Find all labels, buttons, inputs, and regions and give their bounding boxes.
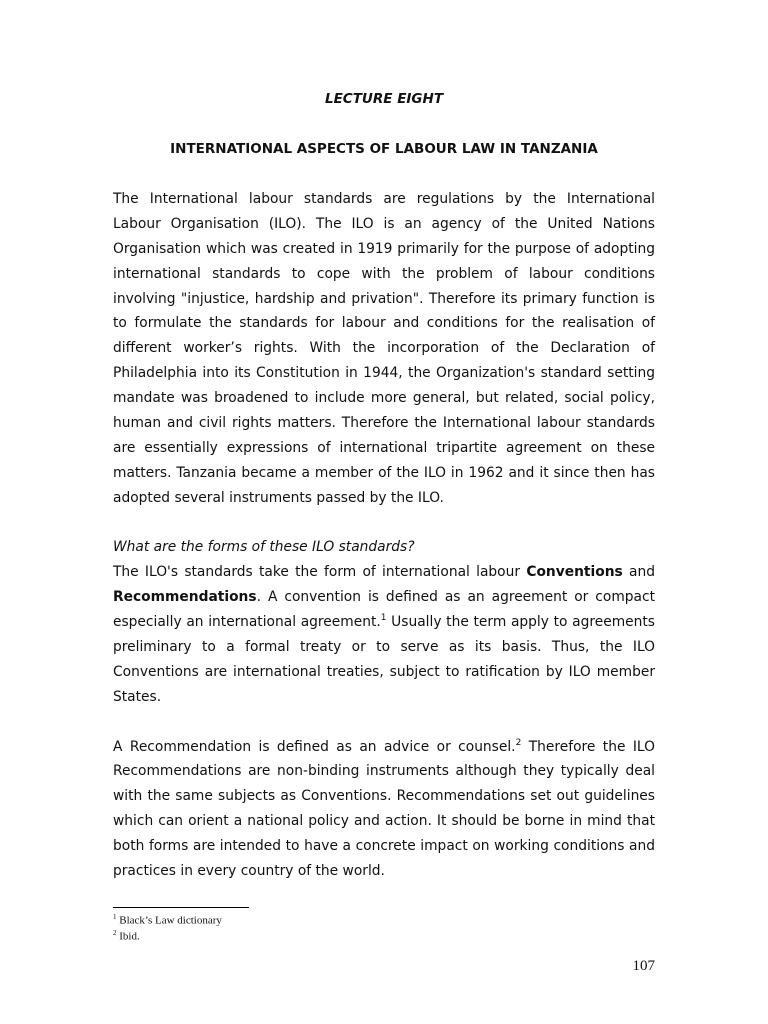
text-segment: human and civil rights matters. Therefore the International labour standards (113, 415, 655, 432)
text-segment: are essentially expressions of international tripartite agreement on these (113, 439, 655, 456)
text-line (113, 610, 655, 635)
text-segment: Philadelphia into its Constitution in 1944, the Organization's standard setting (113, 365, 655, 382)
text-line (113, 585, 655, 610)
footnote-number: 1 (113, 913, 117, 921)
text-segment: Recommendations are non-binding instruments although they typically deal (113, 763, 655, 780)
text-line (113, 635, 655, 660)
text-segment: practices in every country of the world. (113, 863, 385, 880)
text-segment: different worker’s rights. With the incorporation of the Declaration of (113, 340, 655, 357)
section-question (113, 535, 655, 560)
text-line (113, 237, 655, 262)
text-line (113, 262, 655, 287)
footnote-divider (113, 907, 249, 908)
text-line (113, 784, 655, 809)
footnote-number: 2 (113, 929, 117, 937)
document-title: INTERNATIONAL ASPECTS OF LABOUR LAW IN TANZANIA (170, 141, 598, 157)
text-line (113, 386, 655, 411)
footnote-2 (113, 929, 140, 943)
text-segment: to formulate the standards for labour and conditions for the realisation of (113, 315, 655, 332)
text-segment: States. (113, 688, 162, 705)
blank-line (113, 710, 655, 735)
text-line (113, 212, 655, 237)
text-segment: with the same subjects as Conventions. Recommendations set out guidelines (113, 788, 655, 805)
text-segment: The International labour standards are regulations by the International (113, 191, 655, 207)
footnote-text: Ibid. (119, 930, 140, 943)
text-segment: What are the forms of these ILO standards? (113, 539, 415, 556)
footnote-ref: 1 (380, 613, 387, 624)
text-line (113, 660, 655, 685)
text-line (113, 411, 655, 436)
footnote-text: Black’s Law dictionary (119, 914, 222, 927)
document-body (113, 187, 655, 884)
text-line (113, 436, 655, 461)
text-segment: The ILO's standards take the form of international labour (113, 564, 527, 581)
text-line (113, 809, 655, 834)
bold-term: Recommendations (113, 589, 257, 606)
text-line (113, 486, 655, 511)
footnote-ref: 2 (515, 737, 522, 748)
text-line (113, 361, 655, 386)
page-number: 107 (632, 958, 655, 974)
text-line (113, 859, 655, 884)
text-line (113, 560, 655, 585)
text-segment: Usually the term apply to agreements (386, 614, 655, 631)
text-segment: adopted several instruments passed by the ILO. (113, 489, 444, 506)
text-line (113, 735, 655, 760)
text-segment: international standards to cope with the problem of labour conditions (113, 265, 655, 282)
text-line (113, 461, 655, 486)
text-segment: especially an international agreement. (113, 614, 381, 631)
text-line (113, 187, 655, 212)
text-segment: Labour Organisation (ILO). The ILO is an agency of the United Nations (113, 215, 655, 232)
text-segment: and (622, 564, 655, 581)
text-line (113, 759, 655, 784)
text-line (113, 311, 655, 336)
text-segment: mandate was broadened to include more general, but related, social policy, (113, 390, 655, 407)
text-line (113, 685, 655, 710)
text-line (113, 336, 655, 361)
text-segment: Therefore the ILO (521, 738, 655, 755)
footnote-1 (113, 913, 222, 927)
text-segment: . A convention is defined as an agreement or compact (256, 589, 655, 606)
text-segment: involving "injustice, hardship and privation". Therefore its primary function is (113, 290, 655, 307)
text-segment: A Recommendation is defined as an advice or counsel. (113, 738, 516, 755)
text-line (113, 287, 655, 312)
lecture-heading: LECTURE EIGHT (324, 91, 444, 107)
text-segment: matters. Tanzania became a member of the ILO in 1962 and it since then has (113, 464, 655, 481)
text-segment: preliminary to a formal treaty or to serve as its basis. Thus, the ILO (113, 639, 655, 656)
text-line (113, 834, 655, 859)
text-segment: Conventions are international treaties, subject to ratification by ILO member (113, 663, 655, 680)
blank-line (113, 511, 655, 536)
text-segment: which can orient a national policy and action. It should be borne in mind that (113, 813, 655, 830)
text-segment: Organisation which was created in 1919 primarily for the purpose of adopting (113, 240, 655, 257)
bold-term: Conventions (526, 564, 623, 581)
text-segment: both forms are intended to have a concrete impact on working conditions and (113, 838, 655, 855)
